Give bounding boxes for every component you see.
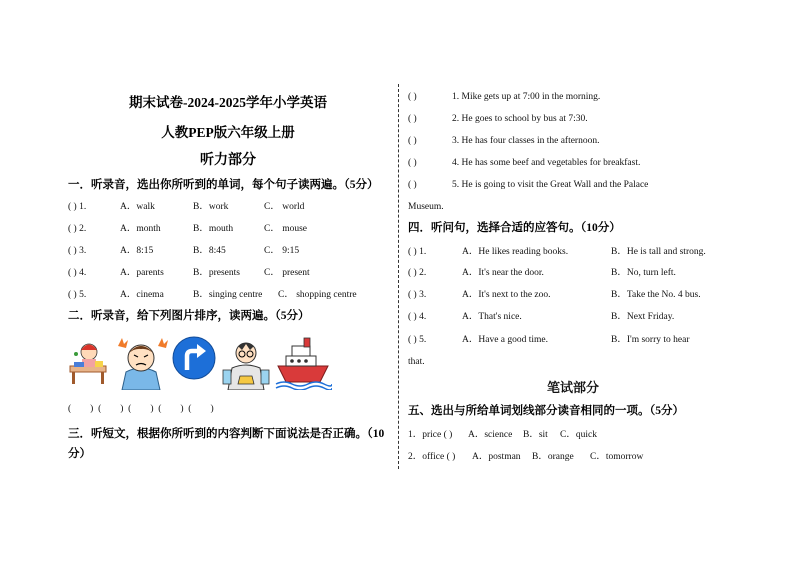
exam-title: 期末试卷-2024-2025学年小学英语 (129, 95, 327, 110)
column-divider (398, 84, 399, 469)
angry-boy-picture (112, 336, 170, 390)
item-number: ( ) (408, 158, 417, 168)
item-number: ( ) 2. (68, 224, 87, 234)
option-c: C．quick (560, 430, 597, 440)
item-number: ( ) 3. (408, 290, 427, 300)
option-b: B．presents (193, 268, 240, 278)
exam-subtitle: 人教PEP版六年级上册 (161, 125, 295, 140)
part5-heading: 五、选出与所给单词划线部分读音相同的一项。（5分） (408, 405, 684, 417)
option-b: B．No, turn left. (611, 268, 676, 278)
option-b: B．singing centre (193, 290, 263, 300)
option-c: C． present (264, 268, 310, 278)
part3-item-5-wrap: Museum. (408, 202, 444, 212)
option-b: B．He is tall and strong. (611, 247, 706, 257)
item-number: ( ) 2. (408, 268, 427, 278)
option-b: B．sit (523, 430, 548, 440)
picture-order-blanks: ( ) ( ) ( ) ( ) ( ) (68, 404, 214, 414)
item-number: ( ) (408, 136, 417, 146)
item-number: ( ) 3. (68, 246, 87, 256)
item-number: ( ) 5. (68, 290, 87, 300)
option-c: C． shopping centre (278, 290, 357, 300)
option-a: A．Have a good time. (462, 335, 549, 345)
listening-section-title: 听力部分 (200, 153, 256, 168)
item-number: ( ) 5. (408, 335, 427, 345)
option-a: A．month (120, 224, 161, 234)
option-a: A．He likes reading books. (462, 247, 569, 257)
item-number: ( ) 4. (68, 268, 87, 278)
part3-heading-wrap: 分） (68, 448, 91, 460)
option-a: A．science (468, 430, 513, 440)
item-number: ( ) 1. (408, 247, 427, 257)
option-b: B．mouth (193, 224, 234, 234)
option-c: C． world (264, 202, 305, 212)
picture-row (68, 336, 388, 392)
item-number: ( ) (408, 92, 417, 102)
statement: 5. He is going to visit the Great Wall and the Palace (452, 180, 649, 190)
option-c: C．tomorrow (590, 452, 644, 462)
word-lead: 2．office ( ) (408, 452, 456, 462)
option-b: B．8:45 (193, 246, 226, 256)
option-b: B．work (193, 202, 229, 212)
statement: 2. He goes to school by bus at 7:30. (452, 114, 588, 124)
turn-right-sign-picture (172, 336, 216, 380)
scientist-picture (220, 336, 272, 390)
option-c: C． 9:15 (264, 246, 300, 256)
word-lead: 1．price ( ) (408, 430, 453, 440)
item-number: ( ) (408, 114, 417, 124)
part3-heading: 三．听短文，根据你所听到的内容判断下面说法是否正确。（10 (68, 428, 385, 440)
writing-section-title: 笔试部分 (546, 380, 599, 395)
option-a: A．parents (120, 268, 164, 278)
item-number: ( ) 1. (68, 202, 87, 212)
part1-heading: 一．听录音，选出你所听到的单词，每个句子读两遍。（5分） (68, 179, 379, 191)
item-number: ( ) (408, 180, 417, 190)
option-a: A．walk (120, 202, 155, 212)
statement: 4. He has some beef and vegetables for breakfast. (452, 158, 641, 168)
option-b: B．orange (532, 452, 574, 462)
part4-item-5-wrap: that. (408, 357, 425, 367)
option-b: B．Next Friday. (611, 312, 675, 322)
option-a: A．cinema (120, 290, 164, 300)
statement: 1. Mike gets up at 7:00 in the morning. (452, 92, 601, 102)
option-a: A．8:15 (120, 246, 154, 256)
option-b: B．Take the No. 4 bus. (611, 290, 701, 300)
option-a: A．It's near the door. (462, 268, 544, 278)
option-a: A．That's nice. (462, 312, 522, 322)
option-a: A．It's next to the zoo. (462, 290, 551, 300)
part4-heading: 四．听问句，选择合适的应答句。（10分） (408, 222, 621, 234)
option-a: A．postman (472, 452, 521, 462)
part2-heading: 二．听录音，给下列图片排序，读两遍。（5分） (68, 310, 310, 322)
statement: 3. He has four classes in the afternoon. (452, 136, 600, 146)
item-number: ( ) 4. (408, 312, 427, 322)
option-b: B．I'm sorry to hear (611, 335, 690, 345)
child-reading-picture (68, 336, 110, 386)
ship-picture (274, 336, 332, 390)
option-c: C． mouse (264, 224, 308, 234)
